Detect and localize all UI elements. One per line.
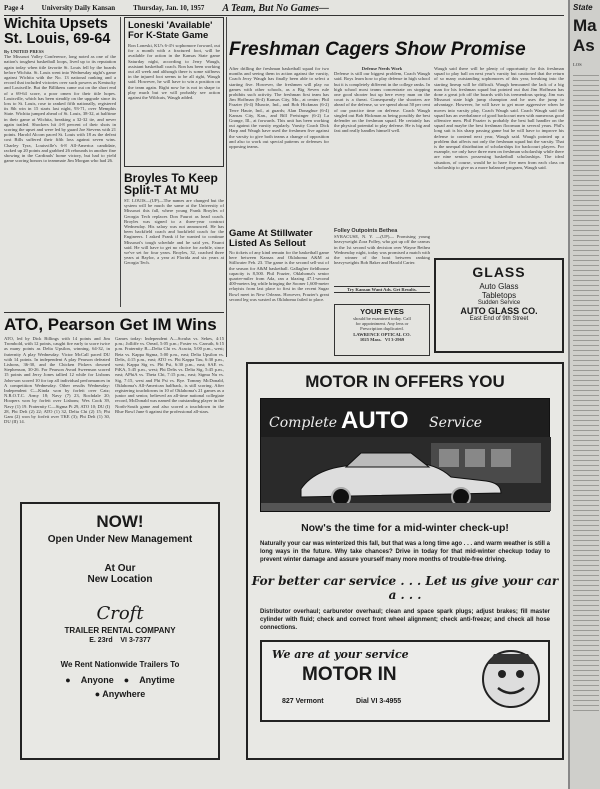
ad-croft-bullet-2: Anytime: [139, 675, 175, 685]
ad-motor-footer-box: [260, 640, 550, 722]
body-folley: SYRACUSE, N. Y. —(UP)— Promising young heavyweight Zora Folley, who got up off the canvas in the 1st second with decision over Wayne Bethea Wednesday night, today was promised a match with the winner of the bout between ranking heavyweights Bob Baker and Harold Carter.: [334, 234, 430, 266]
want-ads-line: Try Kansan Want Ads. Get Results.: [334, 286, 430, 293]
article-broyles: [124, 172, 224, 300]
issue-date: Thursday, Jan. 10, 1957: [133, 4, 205, 12]
headline-freshman: Freshman Cagers Show Promise: [229, 39, 526, 60]
article-folley: [334, 229, 430, 293]
ad-motor-banner: [260, 398, 550, 512]
headline-ato: ATO, Pearson Get IM Wins: [4, 315, 217, 334]
edge-header: State: [573, 3, 593, 12]
ad-optical-line3: Prescription duplicated.: [360, 326, 404, 332]
article-freshman: [229, 40, 565, 59]
body-broyles: ST. LOUIS—(UP)—The names are changed but the system will be much the same at the University of Missouri this fall, where young Frank Broyles of Georgia Tech replaces Don Faurot as head coach. Broyles was signed to a three-year contract Wednesday. His salary was not announced. He has been backfield coach and backfield coach for the Engineers. I asked Frank if he wanted to continue Missouri's tough schedule and he said yes, Faurot said. He will have to get no choice for awhile, since we've set for four years. Broyles, 32, coached three years at Baylor, a year at Florida and six years at Georgia Tech.: [124, 198, 224, 266]
bullet-icon: ●: [65, 675, 71, 685]
edge-headline-2: As: [573, 36, 595, 55]
ad-optical-contact: [337, 337, 427, 342]
headline-broyles: Broyles To Keep Split-T At MU: [124, 171, 218, 197]
body-stillwater: No tickets of any kind remain for the basketball game here between Kansas and Oklahoma A&M at Stillwater Feb. 23. The game is the second sell-out of the season for A&M basketball. Gallagher fieldhouse capacity is 8,500. Phil Frazier, Oklahoma's senior quarter-miler from Ada, ran a blazing 47.1-second 400-meters leg while bringing the Sooner 1,600-meter relayists from last place to first in the recent Sugar Bowl meet in New Orleans. However, Frazier's great second leg was wasted as Oklahoma failed to place.: [229, 250, 329, 302]
ad-croft-contact: [22, 637, 218, 644]
ad-motor-better: For better car service . . . Let us give your car a . . .: [251, 574, 559, 602]
ad-motor-auto: AUTO: [341, 407, 409, 434]
ad-glass-line3: Sudden Service: [477, 300, 521, 306]
ad-croft-at: At Our: [104, 563, 136, 574]
edge-headline-1: Ma: [573, 16, 597, 35]
ad-croft-now: NOW!: [96, 512, 144, 531]
ad-motor-service: Service: [429, 415, 483, 431]
ad-croft-address: E. 23rd: [89, 637, 113, 644]
ad-motor-paragraph-1: Naturally your car was winterized this fall, but that was a long time ago . . . and warm weather is still a long ways in the future. Why take chances? Drive in today for that mid-winter checkup today to prevent winter damage and assure yourself many more months of trouble-free driving.: [260, 541, 550, 563]
ad-glass-line1: Auto Glass: [479, 282, 519, 291]
ad-optical-name: LAWRENCE OPTICAL CO.: [353, 331, 411, 337]
mechanic-cartoon-icon: [480, 648, 542, 710]
ad-optical-line1: should be examined today. Call: [353, 316, 411, 321]
ad-motor-complete: Complete: [269, 415, 338, 431]
ad-motor-weare: We are at your service: [272, 648, 409, 661]
ad-glass-address: East End of 9th Street: [469, 316, 529, 322]
ad-optical: [334, 304, 430, 356]
bullet-icon: ●: [94, 689, 101, 699]
headline-wichita: Wichita Upsets St. Louis, 69-64: [4, 16, 111, 47]
article-ato: [4, 316, 224, 333]
section-rule: [4, 312, 224, 313]
ad-croft-phone: VI 3-7377: [120, 637, 151, 644]
article-wichita: [4, 17, 116, 282]
ad-motor-paragraph-2: Distributor overhaul; carburetor overhaul; clean and space spark plugs; adjust brakes; fill master cylinder with fluid; check and correct front wheel alignment; check anti-freeze; and check all hose connections.: [260, 609, 550, 631]
ad-croft-logo: Croft: [96, 603, 144, 624]
ad-motor-address: 827 Vermont: [282, 698, 324, 705]
ad-croft-open: Open Under New Management: [47, 534, 193, 545]
ad-motor-dial: Dial VI 3-4955: [356, 698, 402, 705]
column-rule: [120, 17, 121, 307]
bullet-icon: ●: [123, 675, 130, 685]
article-loneski: [124, 17, 224, 167]
ad-glass-line2: Tabletops: [481, 291, 517, 300]
ad-glass-name: AUTO GLASS CO.: [460, 306, 538, 316]
headline-loneski: Loneski 'Available' For K-State Game: [128, 20, 213, 41]
ad-optical-title: YOUR EYES: [360, 307, 404, 316]
adjacent-page-edge: [568, 0, 600, 789]
ad-motor-top: MOTOR IN OFFERS YOU: [305, 372, 505, 391]
ad-croft-business: TRAILER RENTAL COMPANY: [64, 626, 176, 635]
ad-croft: [20, 502, 220, 760]
ad-optical-phone: VI 3-2969: [384, 336, 405, 342]
edge-text: LOS: [573, 62, 582, 67]
page-number: Page 4: [4, 4, 24, 12]
ad-optical-line2: for appointment. Any lens or: [355, 321, 409, 327]
article-stillwater: [229, 229, 329, 358]
body-loneski: Ron Loneski, KU's 6-4½ sophomore forward, out for a month with a fractured foot, will be available for action in the Kansas State game Saturday night, according to Jerry Waugh, assistant basketball coach. Ron has been working out all week and although there is some stiffness in the injured foot seems to be all right, Waugh said. However, he will have to win a position on the team again. Right now he is not in shape to play much but we will probably see action against the Wildcats, Waugh added.: [128, 43, 220, 101]
body-freshman-2: Defense is still our biggest problem, Coach Waugh said. Boys learn how to play defense in high school but it is completely different in the college ranks. In high school most teams concentrate on stopping one good shooter but up here every man on the court is a threat. Consequently the shooters are ahead of the defense, so we spend about 50 per cent of our practice time on defense. Coach Waugh singled out Bob Hickman as being possibly the best defender on the freshman squad. He certainly has the physical potential to play defense. He is big and fast and really handles himself well.: [334, 71, 430, 134]
car-illustration-icon: [261, 437, 551, 511]
byline-wichita: By UNITED PRESS: [4, 49, 44, 54]
headline-folley: Folley Outpoints Bethea: [334, 228, 398, 234]
body-ato-2: Games today: Independent A—Scruba vs. Sekes, 4:15 p.m.; Jolliffe vs. Oread, 5:05 p.m.; Foster vs. Carruth, 6:15 p.m. Fraternity B—Delta Chi vs. Acacia, 5:00 p.m., west; Beta vs. Kappa Sigma, 5:00 p.m., east; Delta Upsilon vs. Delts, 4:15 p.m., east; ATO vs. Phi Kappa Tau, 6:30 p.m., west; Kappa Sig vs. Phi Psi, 6:30 p.m., east; SAE vs. PiKA, 5:45 p.m., west; Phi Delts vs. Delta Sig, 5:45 p.m., east; APhiA vs. Theta Chi, 7:15 p.m., east; Sigma Nu vs. Sig, 7:15, west and Phi Psi vs. Bye. Tommy McDonald, Oklahoma's All-American halfback, is still scoring. After registering touchdowns in 10 of Oklahoma's 21 games as a junior and senior, believed an all-time national collegiate record, McDonald was named the outstanding player in the North-South game and also scored a touchdown in the Blue Bowl June 6 against the professional all-stars.: [115, 336, 224, 414]
freshman-col-2: [334, 66, 430, 225]
ad-motor-in: [246, 362, 564, 760]
body-ato-1: ATO, led by Dick Billings with 14 points and Jim Trombold, with 12 points, caught fire early to score twice as many points as Delta Upsilon, winning, 64-32, in fraternity A play Wednesday. Victor McCall paced DU with 14 points. In independent A play Pearson defeated Lisbons, 36-30, and the Chicken Pickers downed Stephenson, 30-26. For Pearson Avrad Sweenson scored 15 points and Jerry Jones tallied 12 while for Lisbons John-son scored 10 for top all individual performances in A competition Wednesday. Other results Wednesday: Independent C—Kinda won by forfeit over Catz; N.R.O.T.C. Army 18; Navy (7) 23, Rochdale 20; Hoopers won by forfeit over Lisbons; Wes Cook 39, Navy (1) 19. Fraternity C—Sigma Pi 29, ATO 10; DU (I) 28, Phi Delt (2) 22; ATO (1) 32, Delta Chi (2) 15; Phi Gam (2) won by forfeit over TKE (3); Phi Delt (1) 30, DU (II) 14.: [4, 336, 110, 425]
ad-croft-bullets: [22, 675, 218, 685]
ad-motor-name: MOTOR IN: [302, 664, 397, 685]
headline-stillwater: Game At Stillwater Listed As Sellout: [229, 228, 313, 249]
ad-croft-bullet-row-2: [22, 689, 218, 699]
section-title: A Team, But No Games—: [222, 2, 329, 14]
page-header: [4, 2, 564, 14]
ad-glass-title: GLASS: [472, 264, 526, 280]
ad-optical-address: 1025 Mass.: [359, 336, 382, 342]
body-freshman-1: After drilling the freshman basketball squad for two months and seeing them in action against the varsity, Coach Jerry Waugh has finally been able to select a starting five. However, the freshmen will play no games with other schools, as a Big Seven rule prohibits such activity. The freshman first team has Jim Hoffman (6-4) Kansas City, Mo., at center; Phil Frazier (6-4) Muncie, Ind., and Bob Hickman (6-2) Terre Haute, Ind., at guards; Alan Donaghue (6-4) Kansas City, Kan., and Bill Freisinger (6-2) La Grange, Ill., at forwards. This unit has been working out against the varsity regularly. Varsity Coach Dick Harp and Waugh have used the freshmen five against the varsity to give both teams a change of opposition and also to work out special patterns or defenses for opposing teams.: [229, 66, 329, 150]
ad-croft-location: New Location: [87, 574, 153, 585]
ad-glass: [434, 258, 564, 353]
column-rule: [226, 17, 227, 357]
ad-motor-now: Now's the time for a mid-winter check-up!: [301, 522, 509, 534]
ad-croft-bullet-1: Anyone: [80, 675, 114, 685]
ad-croft-bullet-3: Anywhere: [102, 689, 146, 699]
edge-text-lines: [573, 71, 599, 711]
paper-name: University Daily Kansan: [41, 4, 116, 12]
body-freshman-3: Waugh said there will be plenty of opportunity for this freshman squad to play ball on next year's varsity but cautioned that the return of so many outstanding sophomores of this year, breaking into the starting lineup will be difficult. Waugh bemoaned the lack of a big man for his freshman squad but pointed out that Jim Hoffman has done a great job off the boards with his tremendous spring. Jim was Missouri state high jump champion and he uses the jump to advantage. However, he will have to get more aggressive when he moves into varsity play, Coach Waugh said. Coach Waugh said the squad has an overbalance of good backcourt men with numerous good offensive men. Phil Frazier is probably the best ball handler on the squad and maybe the best freshman floorman in several years. Phil's long suit is his sharp passing game but he will have to improve his defense to contend next year, Waugh said. Waugh pointed up a problem that affects not only the freshman squad but the varsity. That is the unequal distribution of scholarships for backcourt players. For example, we only have three men on freshman scholarship while there are nine seniors possessing basketball scholarships. The ideal situation, of course, would be to have five men from each class on scholarship to give us a more balanced program, Waugh said.: [434, 66, 564, 170]
ad-croft-nationwide: We Rent Nationwide Trailers To: [60, 660, 180, 669]
body-wichita: The Missouri Valley Conference, long noted as one of the nation's toughest basketball loops, lived up to its reputation again today when title favorite St. Louis fell by the boards before Wichita. St. Louis went into Wednesday night's game against Wichita with the No. 13 national ranking and a record that included victories over such powers as Kentucky and Louisville. But the Billikens came out on the short end of a 69-64 score, a poor omen for their title hopes. Louisville, which has been steadily on the upgrade since its loss to St. Louis, rose to ranked fifth nationally, registered its 8th win in 15 starts last night, 93-71, over Memphis State. Wichita jumped ahead of St. Louis, 38-32, at halftime in their game at Wichita, breaking a 32-32 tie, and never again trailed. Shockers hit 4-8 percent of their shots in scoring the upset and were led by guard Joe Stevens with 21 points. Harold Alcorn paced St. Louis with 18 as the defeat cost Bills suffered their fifth loss against seven wins. Charley Tyra, Louisville's 6-8 All-America candidate, racked up 20 points and grabbed 26 rebounds in another fine showing in the Cardinals' home victory, but had to yield game scoring honors to teammate Jim Morgan who had 26.: [4, 54, 116, 164]
subhead-freshman: Defense Needs Work: [361, 66, 403, 71]
